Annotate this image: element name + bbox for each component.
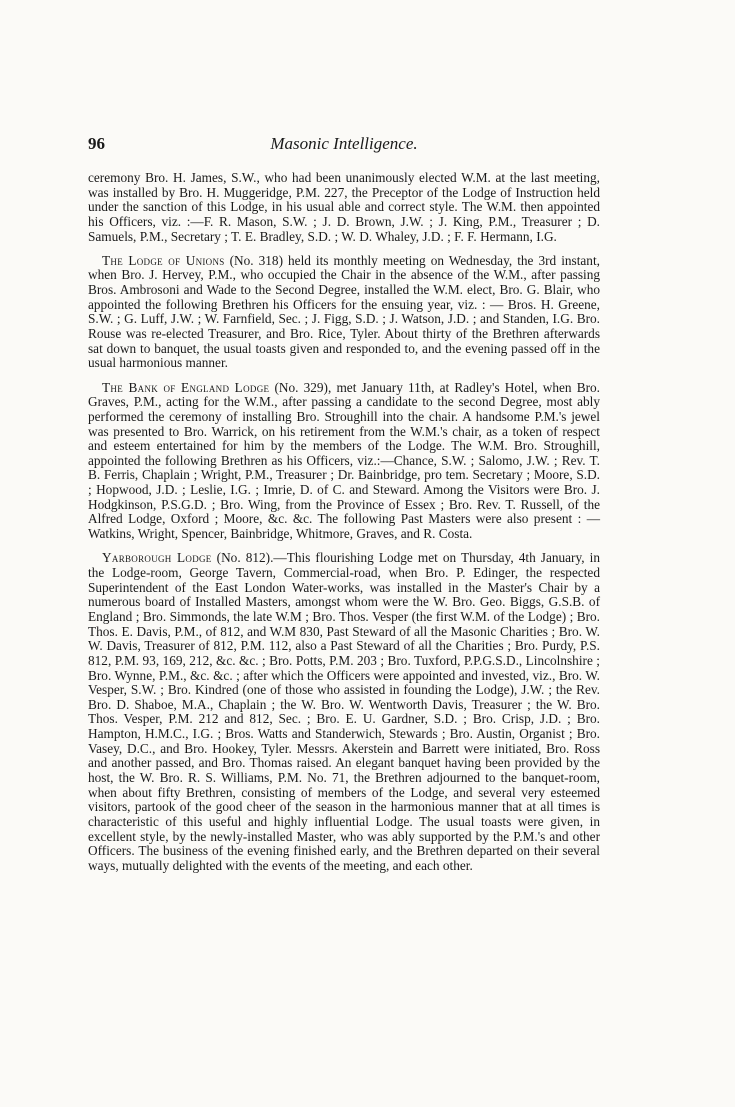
lodge-name: The Lodge of Unions xyxy=(102,252,225,268)
page-header xyxy=(88,134,600,156)
paragraph-text: (No. 318) held its monthly meeting on Wednesday, the 3rd instant, when Bro. J. Hervey, P.M., who occupied the Chair in the absence of the W.M., after passing Bros. Ambrosoni and Wade to the Second Degree, installed the W.M. elect, Bro. G. Blair, who appointed the following Brethren his Officers for the ensuing year, viz. : — Bros. H. Greene, S.W. ; G. Luff, J.W. ; W. Farnfield, Sec. ; J. Figg, S.D. ; J. Watson, J.D. ; and Standen, I.G. Bro. Rouse was re-elected Treasurer, and Bro. Rice, Tyler. About thirty of the Brethren afterwards sat down to banquet, the usual toasts given and responded to, and the evening passed off in the usual harmonious manner. xyxy=(88,252,600,371)
page-number: 96 xyxy=(88,134,105,153)
running-title: Masonic Intelligence. xyxy=(270,134,418,153)
paragraph-text: ceremony Bro. H. James, S.W., who had been unanimously elected W.M. at the last meeting, was installed by Bro. H. Muggeridge, P.M. 227, the Preceptor of the Lodge of Instruction held under the sanction of this Lodge, in his usual able and correct style. The W.M. then appointed his Officers, viz. :—F. R. Mason, S.W. ; J. D. Brown, J.W. ; J. King, P.M., Treasurer ; D. Samuels, P.M., Secretary ; T. E. Bradley, S.D. ; W. D. Whaley, J.D. ; F. F. Hermann, I.G. xyxy=(88,170,600,244)
article-body xyxy=(88,171,600,883)
lodge-name: Yarborough Lodge xyxy=(102,550,212,566)
paragraph-bank-of-england-lodge xyxy=(88,381,600,542)
paragraph-yarborough-lodge xyxy=(88,551,600,873)
paragraph-text: (No. 812).—This flourishing Lodge met on Thursday, 4th January, in the Lodge-room, George Tavern, Commercial-road, when Bro. P. Edinger, the respected Superintendent of the East London Water-works, was installed in the Master's Chair by a numerous board of Installed Masters, amongst whom were the W. Bro. Geo. Biggs, G.S.B. of England ; Bro. Simmonds, the late W.M ; Bro. Thos. Vesper (the first W.M. of the Lodge) ; Bro. Thos. E. Davis, P.M., of 812, and W.M 830, Past Steward of all the Masonic Charities ; Bro. W. W. Davis, Treasurer of 812, P.M. 112, also a Past Steward of all the Charities ; Bro. Purdy, P.S. 812, P.M. 93, 169, 212, &c. &c. ; Bro. Potts, P.M. 203 ; Bro. Tuxford, P.P.G.S.D., Lincolnshire ; Bro. Wynne, P.M., &c. &c. ; after which the Officers were appointed and invested, viz., Bro. W. Vesper, S.W. ; Bro. Kindred (one of those who assisted in founding the Lodge), J.W. ; the Rev. Bro. D. Shaboe, M.A., Chaplain ; the W. Bro. W. Wentworth Davis, Treasurer ; the W. Bro. Thos. Vesper, P.M. 212 and 812, Sec. ; Bro. E. U. Gardner, S.D. ; Bro. Crisp, J.D. ; Bro. Hampton, H.M.C., I.G. ; Bros. Watts and Standerwich, Stewards ; Bro. Austin, Organist ; Bro. Vasey, D.C., and Bro. Hookey, Tyler. Messrs. Akerstein and Barrett were initiated, Bro. Ross and another passed, and Bro. Thomas raised. An elegant banquet having been provided by the host, the W. Bro. R. S. Williams, P.M. No. 71, the Brethren adjourned to the banquet-room, when about fifty Brethren, consisting of members of the Lodge, and several very esteemed visitors, partook of the good cheer of the season in the harmonious manner that at all times is characteristic of this useful and highly influential Lodge. The usual toasts were given, in excellent style, by the newly-installed Master, who was ably supported by the P.M.'s and other Officers. The business of the evening finished early, and the Brethren departed on their several ways, mutually delighted with the events of the meeting, and each other. xyxy=(88,550,600,874)
lodge-name: The Bank of England Lodge xyxy=(102,379,270,395)
paragraph-lodge-of-unions xyxy=(88,254,600,371)
paragraph-installation-report xyxy=(88,171,600,244)
paragraph-text: (No. 329), met January 11th, at Radley's Hotel, when Bro. Graves, P.M., acting for the W.M., after passing a candidate to the second Degree, most ably performed the ceremony of installing Bro. Stroughill into the chair. A handsome P.M.'s jewel was presented to Bro. Warrick, on his retirement from the W.M.'s chair, as a token of respect and esteem entertained for him by the members of the Lodge. The W.M. Bro. Stroughill, appointed the following Brethren as his Officers, viz.:—Chance, S.W. ; Salomo, J.W. ; Rev. T. B. Ferris, Chaplain ; Wright, P.M., Treasurer ; Dr. Bainbridge, pro tem. Secretary ; Moore, S.D. ; Hopwood, J.D. ; Leslie, I.G. ; Imrie, D. of C. and Steward. Among the Visitors were Bro. J. Hodgkinson, P.S.G.D. ; Bro. Wing, from the Province of Essex ; Bro. Rev. T. Russell, of the Alfred Lodge, Oxford ; Moore, &c. &c. The following Past Masters were also present : —Watkins, Wright, Spencer, Bainbridge, Whitmore, Graves, and R. Costa. xyxy=(88,379,600,542)
